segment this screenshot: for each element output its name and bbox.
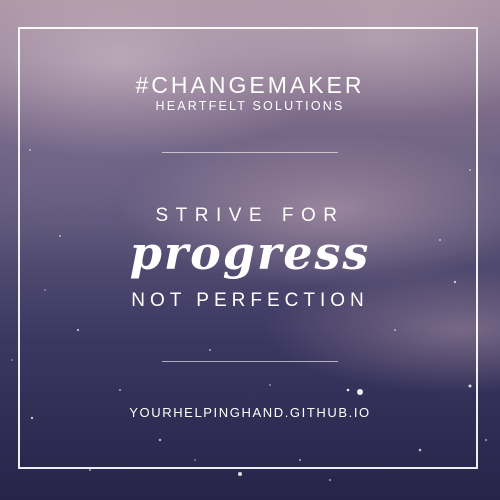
divider-top: [162, 152, 338, 153]
quote-line-2: NOT PERFECTION: [131, 290, 369, 311]
hashtag-title: #CHANGEMAKER: [135, 72, 365, 98]
subtitle: HEARTFELT SOLUTIONS: [155, 99, 345, 113]
quote-headline: progress: [129, 226, 371, 280]
quote-line-1: STRIVE FOR: [155, 205, 345, 226]
divider-bottom: [162, 361, 338, 362]
website-url: YOURHELPINGHAND.GITHUB.IO: [129, 405, 371, 420]
